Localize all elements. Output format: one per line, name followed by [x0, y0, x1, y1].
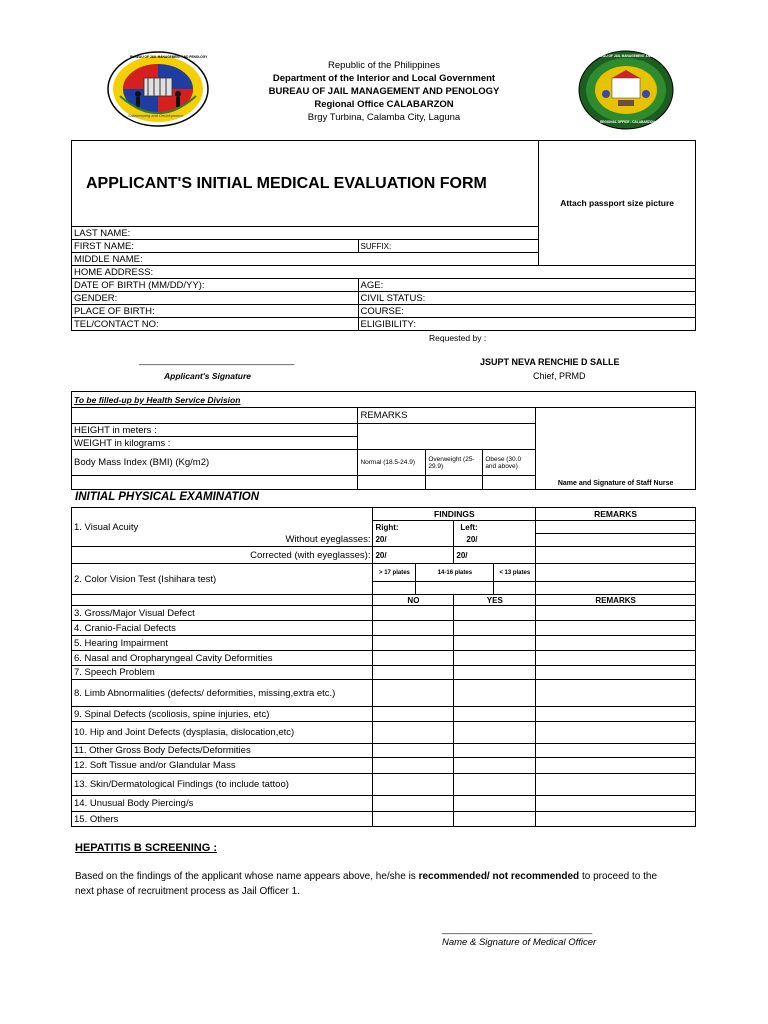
height-field[interactable]: HEIGHT in meters : [72, 424, 358, 437]
table-row [72, 606, 696, 621]
table-row [72, 636, 696, 651]
plates-13[interactable]: < 13 plates [494, 564, 536, 582]
remarks-cell[interactable] [536, 651, 696, 666]
header-address: Brgy Turbina, Calamba City, Laguna [307, 112, 461, 123]
header-republic: Republic of the Philippines [328, 60, 440, 71]
bmi-obese[interactable]: Obese (30.0 and above) [483, 450, 536, 476]
gender-field[interactable]: GENDER: [72, 292, 359, 305]
no-cell[interactable] [373, 680, 454, 707]
bmi-remarks-label: REMARKS [358, 408, 536, 424]
left-logo-ring-text: BUREAU OF JAIL MANAGEMENT AND PENOLOGY [130, 55, 208, 59]
yes-cell[interactable] [454, 744, 536, 758]
medical-officer-signature-line[interactable]: ______________________________ [442, 924, 593, 934]
visual-acuity-label: 1. Visual Acuity [72, 521, 373, 534]
recommendation-text-b: to proceed to the next phase of recruitment process as Jail Officer 1. [75, 871, 658, 897]
left-eye-label: Left: [454, 521, 536, 534]
yes-cell[interactable] [454, 680, 536, 707]
exam-item-10: 10. Hip and Joint Defects (dysplasia, dislocation,etc) [72, 722, 373, 744]
exam-item-11: 11. Other Gross Body Defects/Deformities [72, 744, 373, 758]
table-row [72, 680, 696, 707]
no-cell[interactable] [373, 796, 454, 812]
plates-14-16[interactable]: 14-16 plates [416, 564, 494, 582]
yes-cell[interactable] [454, 758, 536, 774]
header-bureau: BUREAU OF JAIL MANAGEMENT AND PENOLOGY [268, 86, 500, 97]
exam-item-12: 12. Soft Tissue and/or Glandular Mass [72, 758, 373, 774]
civil-status-field[interactable]: CIVIL STATUS: [358, 292, 695, 305]
remarks-cell[interactable] [536, 796, 696, 812]
right-logo-ring-text: BUREAU OF JAIL MANAGEMENT AND PENOLOGY [594, 54, 672, 58]
remarks-cell[interactable] [536, 744, 696, 758]
exam-item-8: 8. Limb Abnormalities (defects/ deformities, missing,extra etc.) [72, 680, 373, 707]
table-row [72, 774, 696, 796]
bmi-overweight[interactable]: Overweight (25-29.9) [426, 450, 483, 476]
without-left-value[interactable]: 20/ [454, 534, 536, 547]
findings-header: FINDINGS [373, 508, 536, 521]
nurse-signature-label: Name and Signature of Staff Nurse [557, 480, 674, 487]
no-cell[interactable] [373, 636, 454, 651]
remarks-cell[interactable] [536, 621, 696, 636]
recommendation-paragraph [75, 869, 675, 899]
exam-item-14: 14. Unusual Body Piercing/s [72, 796, 373, 812]
remarks-cell[interactable] [536, 666, 696, 680]
recommendation-status[interactable]: recommended/ not recommended [418, 871, 580, 882]
yes-header: YES [454, 595, 536, 606]
table-row [72, 651, 696, 666]
course-field[interactable]: COURSE: [358, 305, 695, 318]
yes-cell[interactable] [454, 666, 536, 680]
yes-cell[interactable] [454, 722, 536, 744]
remarks-cell[interactable] [536, 680, 696, 707]
photo-box[interactable] [539, 141, 696, 266]
no-cell[interactable] [373, 666, 454, 680]
dob-field[interactable]: DATE OF BIRTH (MM/DD/YY): [72, 279, 359, 292]
eligibility-field[interactable]: ELIGIBILITY: [358, 318, 695, 331]
applicant-signature-label: Applicant's Signature [164, 371, 252, 381]
age-field[interactable]: AGE: [358, 279, 695, 292]
no-cell[interactable] [373, 774, 454, 796]
exam-item-4: 4. Cranio-Facial Defects [72, 621, 373, 636]
yes-cell[interactable] [454, 621, 536, 636]
yes-cell[interactable] [454, 812, 536, 827]
hepatitis-title: HEPATITIS B SCREENING : [75, 842, 217, 854]
without-eyeglasses-label: Without eyeglasses: [72, 534, 373, 547]
remarks-cell[interactable] [536, 707, 696, 722]
bmi-field[interactable]: Body Mass Index (BMI) (Kg/m2) [72, 450, 358, 476]
chief-title: Chief, PRMD [533, 371, 586, 381]
corrected-left-value[interactable]: 20/ [454, 547, 536, 564]
yes-cell[interactable] [454, 774, 536, 796]
yes-cell[interactable] [454, 707, 536, 722]
table-row [72, 796, 696, 812]
applicant-info-table [71, 140, 696, 331]
exam-item-6: 6. Nasal and Oropharyngeal Cavity Deformities [72, 651, 373, 666]
no-cell[interactable] [373, 651, 454, 666]
remarks-header: REMARKS [536, 508, 696, 521]
table-row [72, 666, 696, 680]
no-cell[interactable] [373, 621, 454, 636]
middle-name-field[interactable]: MIDDLE NAME: [72, 253, 539, 266]
table-row [72, 707, 696, 722]
exam-item-5: 5. Hearing Impairment [72, 636, 373, 651]
table-row [72, 722, 696, 744]
medical-officer-signature-label: Name & Signature of Medical Officer [442, 937, 597, 948]
photo-label: Attach passport size picture [560, 198, 675, 208]
without-right-value[interactable]: 20/ [373, 534, 454, 547]
no-cell[interactable] [373, 758, 454, 774]
yes-cell[interactable] [454, 651, 536, 666]
remarks-cell[interactable] [536, 722, 696, 744]
physical-exam-table [71, 507, 696, 827]
table-row [72, 812, 696, 827]
remarks-cell[interactable] [536, 636, 696, 651]
color-vision-label: 2. Color Vision Test (Ishihara test) [72, 564, 373, 595]
remarks-cell[interactable] [536, 758, 696, 774]
exam-item-9: 9. Spinal Defects (scoliosis, spine injuries, etc) [72, 707, 373, 722]
header-department: Department of the Interior and Local Government [272, 73, 496, 84]
weight-field[interactable]: WEIGHT in kilograms : [72, 437, 358, 450]
no-cell[interactable] [373, 707, 454, 722]
no-cell[interactable] [373, 812, 454, 827]
health-service-table [71, 391, 696, 490]
first-name-field[interactable]: FIRST NAME: [72, 240, 359, 253]
yes-cell[interactable] [454, 636, 536, 651]
plates-17[interactable]: > 17 plates [373, 564, 416, 582]
remarks-header-2: REMARKS [536, 595, 696, 606]
header-regional-office: Regional Office CALABARZON [314, 99, 454, 110]
no-cell[interactable] [373, 744, 454, 758]
form-title: APPLICANT'S INITIAL MEDICAL EVALUATION FORM [72, 141, 539, 227]
exam-item-15: 15. Others [72, 812, 373, 827]
home-address-field[interactable]: HOME ADDRESS: [72, 266, 696, 279]
right-logo-bottom-text: REGIONAL OFFICE - CALABARZON [600, 120, 655, 124]
corrected-eyeglasses-label: Corrected (with eyeglasses): [72, 547, 373, 564]
table-row [72, 758, 696, 774]
remarks-cell[interactable] [536, 774, 696, 796]
right-eye-label: Right: [373, 521, 454, 534]
nurse-signature-box[interactable] [536, 408, 696, 490]
bmi-normal[interactable]: Normal (18.5-24.9) [358, 450, 426, 476]
suffix-field[interactable]: SUFFIX: [358, 240, 539, 253]
requested-by-label: Requested by : [429, 333, 487, 343]
corrected-right-value[interactable]: 20/ [373, 547, 454, 564]
exam-item-13: 13. Skin/Dermatological Findings (to include tattoo) [72, 774, 373, 796]
remarks-cell[interactable] [536, 606, 696, 621]
no-cell[interactable] [373, 606, 454, 621]
place-of-birth-field[interactable]: PLACE OF BIRTH: [72, 305, 359, 318]
no-cell[interactable] [373, 722, 454, 744]
physical-exam-title: INITIAL PHYSICAL EXAMINATION [75, 491, 260, 503]
tel-field[interactable]: TEL/CONTACT NO: [72, 318, 359, 331]
yes-cell[interactable] [454, 606, 536, 621]
last-name-field[interactable]: LAST NAME: [72, 227, 539, 240]
table-row [72, 621, 696, 636]
applicant-signature-line[interactable]: _______________________________ [139, 355, 295, 365]
exam-item-7: 7. Speech Problem [72, 666, 373, 680]
remarks-cell[interactable] [536, 812, 696, 827]
health-header: To be filled-up by Health Service Division [72, 392, 696, 408]
no-header: NO [373, 595, 454, 606]
exam-item-3: 3. Gross/Major Visual Defect [72, 606, 373, 621]
recommendation-text-a: Based on the findings of the applicant whose name appears above, he/she is [75, 871, 419, 882]
table-row [72, 744, 696, 758]
yes-cell[interactable] [454, 796, 536, 812]
left-logo-text: Safekeeping and Development [128, 113, 183, 118]
chief-name: JSUPT NEVA RENCHIE D SALLE [480, 357, 620, 367]
